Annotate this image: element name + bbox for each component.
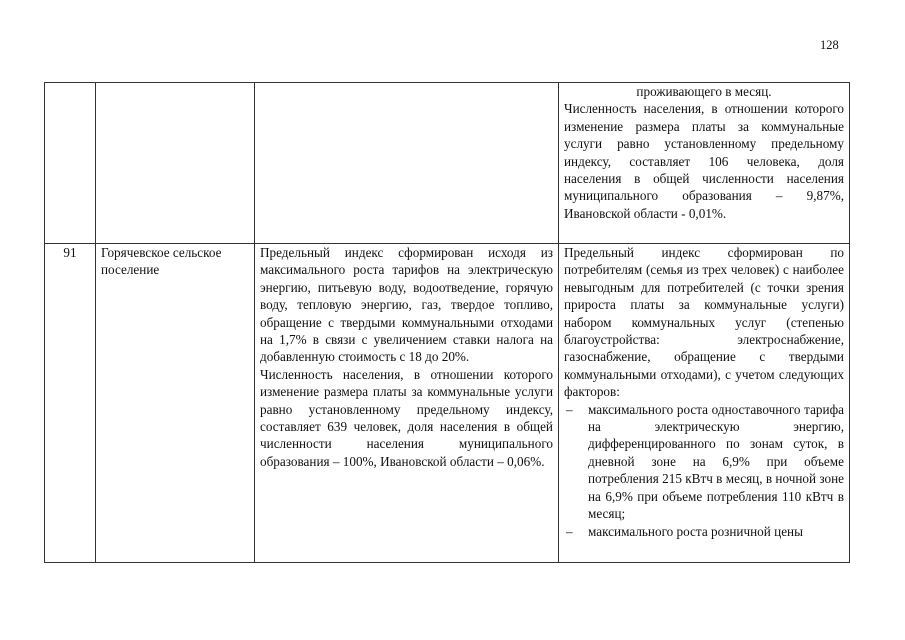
- table-row: [45, 83, 850, 244]
- continued-line: проживающего в месяц.: [636, 84, 772, 99]
- details-paragraph: Предельный индекс сформирован по потребителям (семья из трех человек) с наиболее невыгодным для потребителей (с точки зрения прироста платы за коммунальные услуги) набором коммунальных услуг (степенью благоустройства: электроснабжение, газоснабжение, обращение с твердыми коммунальными отходами), с учетом следующих факторов:: [564, 245, 844, 400]
- index-details-cell: [559, 244, 850, 563]
- row-number-cell: [45, 83, 96, 244]
- list-item-text: максимального роста розничной цены: [588, 523, 803, 539]
- page-number: 128: [820, 38, 839, 52]
- municipality-name-cell: Горячевское сельское поселение: [96, 244, 255, 563]
- index-details-cell: [559, 83, 850, 244]
- dash-bullet: –: [566, 523, 573, 539]
- factor-list: [564, 401, 844, 540]
- municipality-name-cell: [96, 83, 255, 244]
- population-paragraph: Численность населения, в отношении которого изменение размера платы за коммунальные услуги равно установленному предельному индексу, составляет 639 человек, доля населения в общей численности населения муниципального образования – 100%, Ивановской области – 0,06%.: [260, 366, 553, 469]
- index-rationale-cell: [255, 244, 559, 563]
- dash-bullet: –: [566, 401, 573, 417]
- municipal-index-table: [44, 82, 850, 563]
- population-paragraph: Численность населения, в отношении которого изменение размера платы за коммунальные услуги равно установленному предельному индексу, составляет 106 человека, доля населения в общей численности населения муниципального образования – 9,87%, Ивановской области - 0,01%.: [564, 101, 844, 221]
- rationale-paragraph: Предельный индекс сформирован исходя из максимального роста тарифов на электрическую энергию, питьевую воду, водоотведение, горячую воду, тепловую энергию, газ, твердое топливо, обращение с твердыми коммунальными отходами на 1,7% в связи с увеличением ставки налога на добавленную стоимость с 18 до 20%.: [260, 245, 553, 365]
- table-row: [45, 244, 850, 563]
- row-number-cell: 91: [45, 244, 96, 563]
- list-item-text: максимального роста одноставочного тарифа на электрическую энергию, дифференцированного по зонам суток, в дневной зоне на 6,9% при объеме потребления 215 кВтч в месяц, в ночной зоне на 6,9% при объеме потребления 110 кВтч в месяц;: [588, 401, 844, 522]
- list-item: [564, 401, 844, 523]
- index-rationale-cell: [255, 83, 559, 244]
- list-item: [564, 523, 844, 540]
